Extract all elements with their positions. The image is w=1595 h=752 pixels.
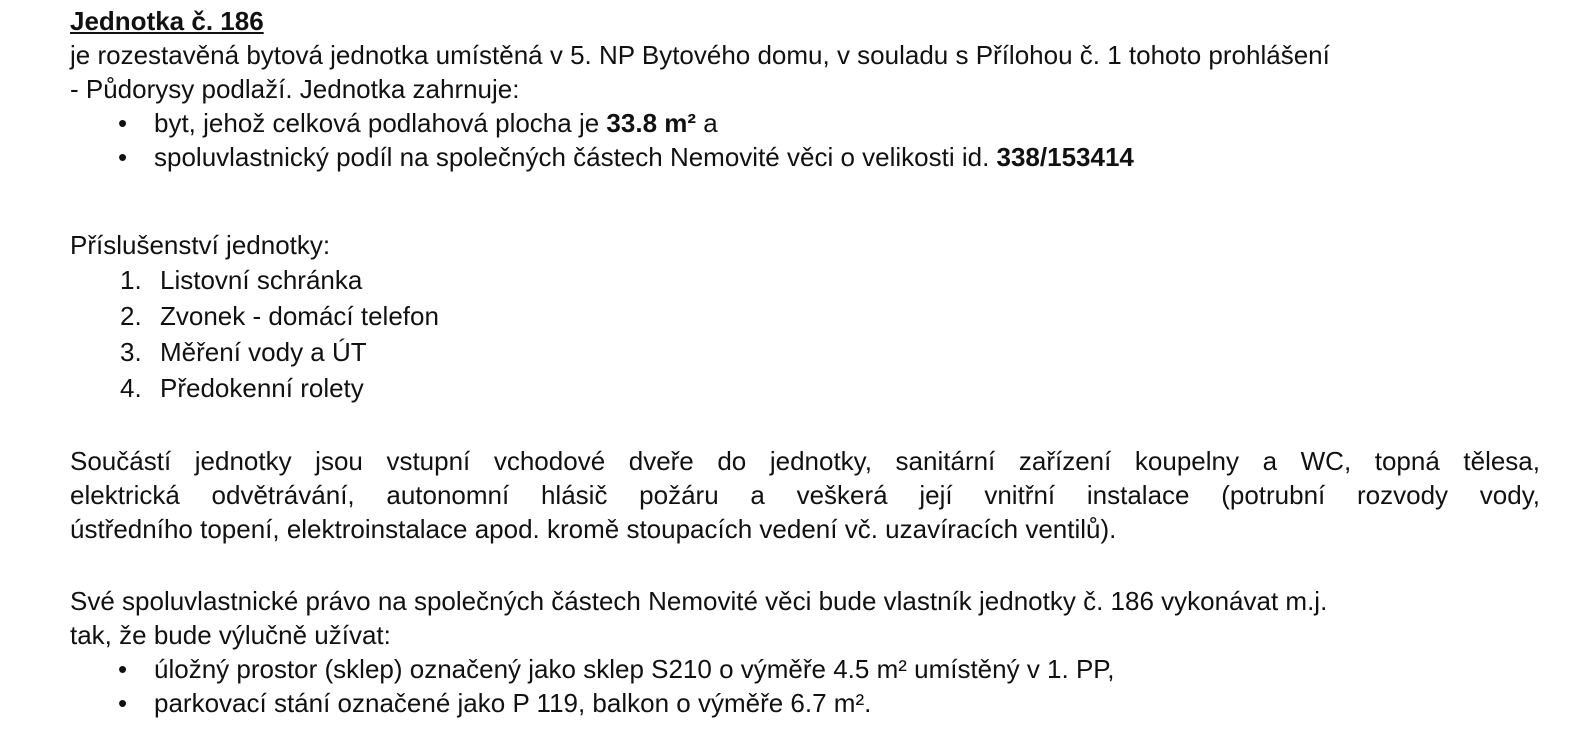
accessory-item <box>70 298 1540 334</box>
components-paragraph <box>70 444 1540 546</box>
components-line-3: ústředního topení, elektroinstalace apod. kromě stoupacích vedení vč. uzavíracích ventilů). <box>70 514 1117 544</box>
co-ownership-share-value: 338/153414 <box>996 142 1134 172</box>
accessory-number: 2. <box>120 301 142 331</box>
list-item-co-ownership-share <box>70 140 1540 174</box>
accessory-number: 3. <box>120 337 142 367</box>
accessory-label: Předokenní rolety <box>160 373 364 403</box>
bullet-icon: • <box>118 108 128 138</box>
accessories-heading: Příslušenství jednotky: <box>70 230 331 260</box>
bullet-icon: • <box>118 654 128 684</box>
bullet-icon: • <box>118 688 128 718</box>
accessory-item <box>70 370 1540 406</box>
co-ownership-share-text: spoluvlastnický podíl na společných částech Nemovité věci o velikosti id. <box>154 142 997 172</box>
document-body <box>70 4 1540 720</box>
accessory-item <box>70 262 1540 298</box>
unit-intro-line-1: je rozestavěná bytová jednotka umístěná v 5. NP Bytového domu, v souladu s Přílohou č. 1 tohoto prohlášení <box>70 40 1330 70</box>
unit-intro-line-2: - Půdorysy podlaží. Jednotka zahrnuje: <box>70 74 520 104</box>
list-item-parking-balcony <box>70 686 1540 720</box>
bullet-icon: • <box>118 142 128 172</box>
cellar-text: úložný prostor (sklep) označený jako sklep S210 o výměře 4.5 m² umístěný v 1. PP, <box>154 654 1115 684</box>
parking-balcony-text: parkovací stání označené jako P 119, balkon o výměře 6.7 m². <box>154 688 872 718</box>
unit-title: Jednotka č. 186 <box>70 6 264 36</box>
accessory-label: Měření vody a ÚT <box>160 337 367 367</box>
apartment-area-text: byt, jehož celková podlahová plocha je <box>154 108 607 138</box>
apartment-area-tail: a <box>696 108 718 138</box>
accessory-number: 4. <box>120 373 142 403</box>
list-item-apartment-area <box>70 106 1540 140</box>
list-item-cellar <box>70 652 1540 686</box>
exclusive-use-line-1: Své spoluvlastnické právo na společných částech Nemovité věci bude vlastník jednotky č. 186 vykonávat m.j. <box>70 586 1328 616</box>
accessory-item <box>70 334 1540 370</box>
accessory-label: Listovní schránka <box>160 265 363 295</box>
components-line-2: elektrická odvětrávání, autonomní hlásič požáru a veškerá její vnitřní instalace (potrubní rozvody vody, <box>70 480 1540 510</box>
apartment-area-value: 33.8 m² <box>606 108 697 138</box>
unit-includes-list <box>70 106 1540 174</box>
exclusive-use-paragraph <box>70 584 1540 720</box>
accessory-label: Zvonek - domácí telefon <box>160 301 439 331</box>
accessories-list <box>70 262 1540 406</box>
exclusive-use-list <box>70 652 1540 720</box>
accessory-number: 1. <box>120 265 142 295</box>
exclusive-use-line-2: tak, že bude výlučně užívat: <box>70 620 391 650</box>
components-line-1: Součástí jednotky jsou vstupní vchodové dveře do jednotky, sanitární zařízení koupelny a WC, topná tělesa, <box>70 446 1540 476</box>
